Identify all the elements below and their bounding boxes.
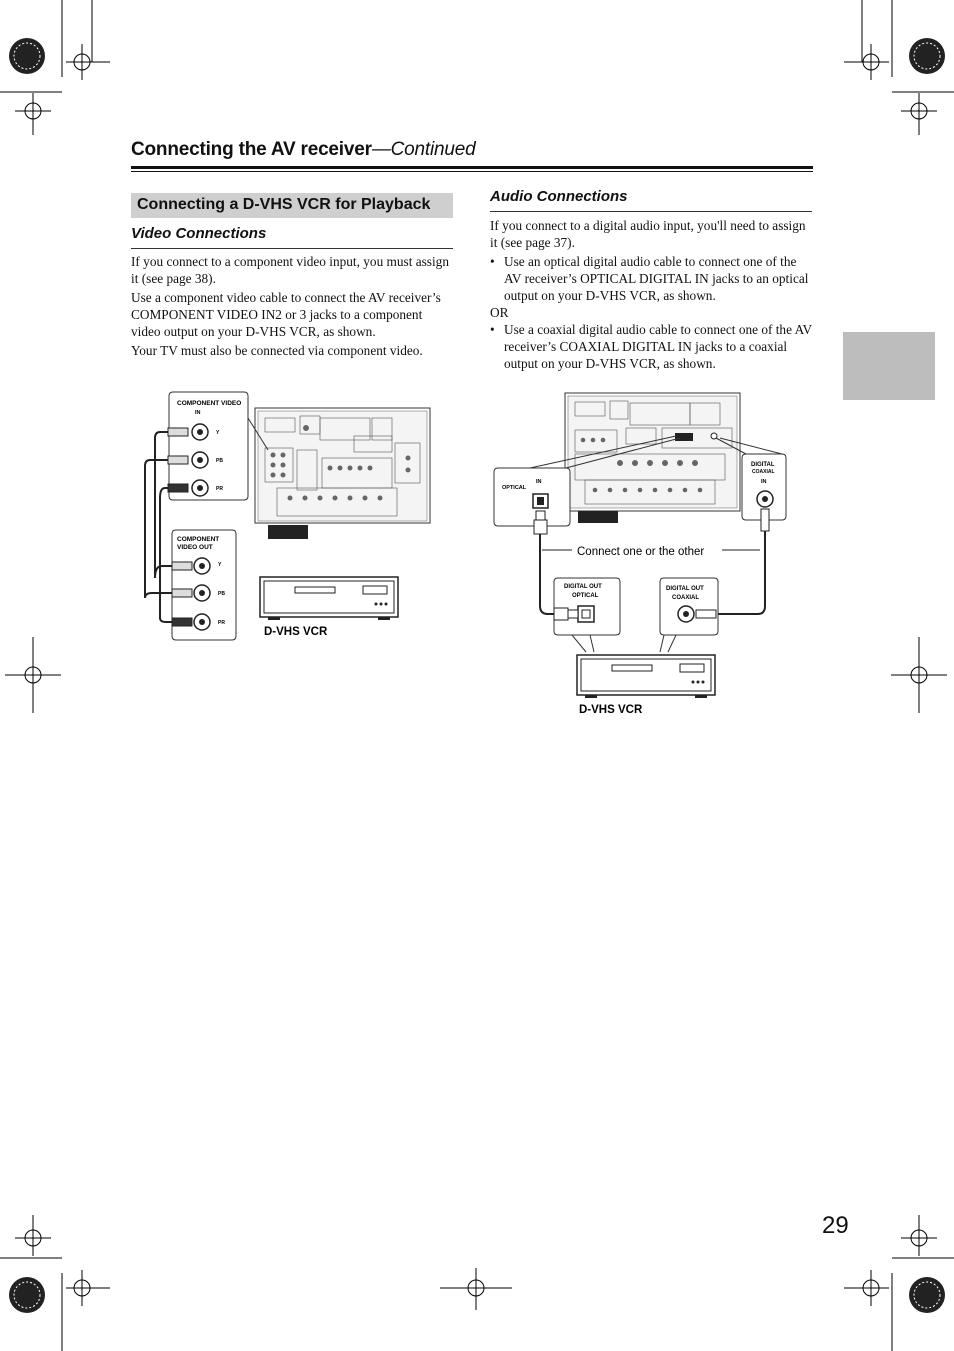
audio-or: OR [490,305,509,320]
audio-bullet-coaxial: • Use a coaxial digital audio cable to connect one of the AV receiver’s COAXIAL DIGITAL IN jacks to a coaxial output on your D-VHS VCR, as shown. [490,321,814,372]
in-jack-y-label: Y [216,430,220,436]
component-video-in-title: COMPONENT VIDEO [177,400,242,407]
video-heading-rule [131,248,453,249]
page-number: 29 [822,1212,849,1239]
component-video-in-callout [168,392,268,500]
coaxial-out-title-1: DIGITAL OUT [666,586,704,592]
component-video-cables [145,432,172,622]
optical-out-title-2: OPTICAL [572,593,599,599]
coaxial-out-callout [660,578,718,652]
optical-in-title: OPTICAL [502,485,527,491]
video-connections-heading: Video Connections [131,225,267,242]
dvhs-vcr-label-audio: D-VHS VCR [579,704,643,716]
video-body [131,253,453,359]
section-title-bar [131,193,453,218]
optical-in-sub: IN [536,479,542,485]
video-paragraph-3: Your TV must also be connected via component video. [131,343,423,358]
out-jack-pr-label: PR [218,620,225,626]
out-jack-pb-label: PB [218,591,225,597]
page-header-title [131,139,475,161]
coaxial-in-digital: DIGITAL [751,462,775,468]
audio-paragraph-1: If you connect to a digital audio input, you'll need to assign it (see page 37). [490,218,806,250]
audio-connection-diagram [490,388,790,723]
receiver-rear-panel-audio [565,393,740,523]
header-rule [131,166,813,169]
connect-note: Connect one or the other [577,546,705,558]
audio-connections-heading: Audio Connections [490,188,628,205]
component-video-out-callout [172,530,236,640]
dvhs-vcr-device-video [260,577,398,620]
coaxial-out-title-2: COAXIAL [672,595,699,601]
coaxial-in-sub: IN [761,479,767,485]
header-rule-thin [131,171,813,172]
component-video-out-title-2: VIDEO OUT [177,544,213,551]
in-jack-pr-label: PR [216,486,223,492]
chapter-side-tab [843,332,935,400]
component-video-in-sub: IN [195,410,201,416]
optical-out-title-1: DIGITAL OUT [564,584,602,590]
header-title-main: Connecting the AV receiver [131,139,372,160]
dvhs-vcr-device-audio [577,655,715,698]
audio-body [490,217,814,372]
header-title-continued: —Continued [371,139,476,160]
video-connection-diagram [140,388,440,646]
in-jack-pb-label: PB [216,458,223,464]
optical-out-callout [554,578,620,652]
video-paragraph-2: Use a component video cable to connect the AV receiver’s COMPONENT VIDEO IN2 or 3 jacks to a component video output on your D-VHS VCR, as shown. [131,290,441,339]
receiver-rear-panel-video [255,408,430,539]
video-paragraph-1: If you connect to a component video input, you must assign it (see page 38). [131,254,449,286]
coaxial-in-title: COAXIAL [752,469,775,475]
audio-heading-rule [490,211,812,212]
component-video-out-title-1: COMPONENT [177,536,220,543]
dvhs-vcr-label-video: D-VHS VCR [264,626,328,638]
section-title: Connecting a D-VHS VCR for Playback [137,196,431,213]
out-jack-y-label: Y [218,562,222,568]
audio-bullet-optical: • Use an optical digital audio cable to connect one of the AV receiver’s OPTICAL DIGITAL IN jacks to an optical output on your D-VHS VCR, as shown. [490,253,814,304]
